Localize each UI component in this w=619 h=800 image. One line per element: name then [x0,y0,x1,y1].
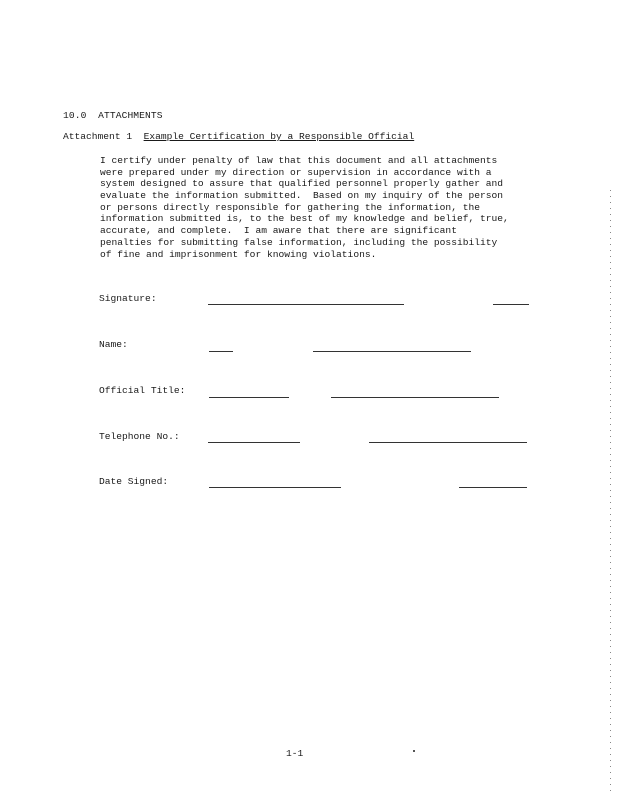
telephone-label: Telephone No.: [99,431,180,442]
signature-label: Signature: [99,293,157,304]
attachment-label: Attachment 1 [63,131,133,142]
date-signed-field [99,476,539,492]
certification-line: system designed to assure that qualified personnel properly gather and [100,178,504,190]
certification-paragraph [100,155,530,260]
scan-edge-artifact [610,190,611,795]
date-signed-label: Date Signed: [99,476,169,487]
signature-field [99,293,539,309]
official-title-line-secondary[interactable] [331,397,499,398]
attachment-heading [63,131,414,143]
date-signed-line-secondary[interactable] [459,487,527,488]
page-number: 1-1 [286,748,304,759]
official-title-label: Official Title: [99,385,186,396]
certification-line: accurate, and complete. I am aware that there are significant [100,225,457,237]
name-label: Name: [99,339,128,350]
telephone-line[interactable] [208,442,300,443]
date-signed-line[interactable] [209,487,341,488]
scan-speck [413,750,415,752]
telephone-field [99,431,539,447]
section-title: ATTACHMENTS [98,110,163,121]
telephone-line-secondary[interactable] [369,442,527,443]
attachment-title: Example Certification by a Responsible Official [143,131,415,142]
signature-line[interactable] [208,304,404,305]
certification-line: penalties for submitting false information, including the possibility [100,236,498,248]
certification-line: evaluate the information submitted. Based on my inquiry of the person [100,190,504,202]
name-field [99,339,539,355]
certification-line: information submitted is, to the best of my knowledge and belief, true, [100,213,509,225]
name-line-secondary[interactable] [313,351,471,352]
certification-line: or persons directly responsible for gathering the information, the [100,201,480,213]
section-number: 10.0 [63,110,87,121]
signature-line-secondary[interactable] [493,304,529,305]
official-title-field [99,385,539,401]
certification-line: of fine and imprisonment for knowing violations. [100,248,377,260]
certification-line: I certify under penalty of law that this document and all attachments [100,155,498,166]
official-title-line[interactable] [209,397,289,398]
section-heading [63,110,163,122]
certification-line: were prepared under my direction or supervision in accordance with a [100,166,492,178]
name-line[interactable] [209,351,233,352]
